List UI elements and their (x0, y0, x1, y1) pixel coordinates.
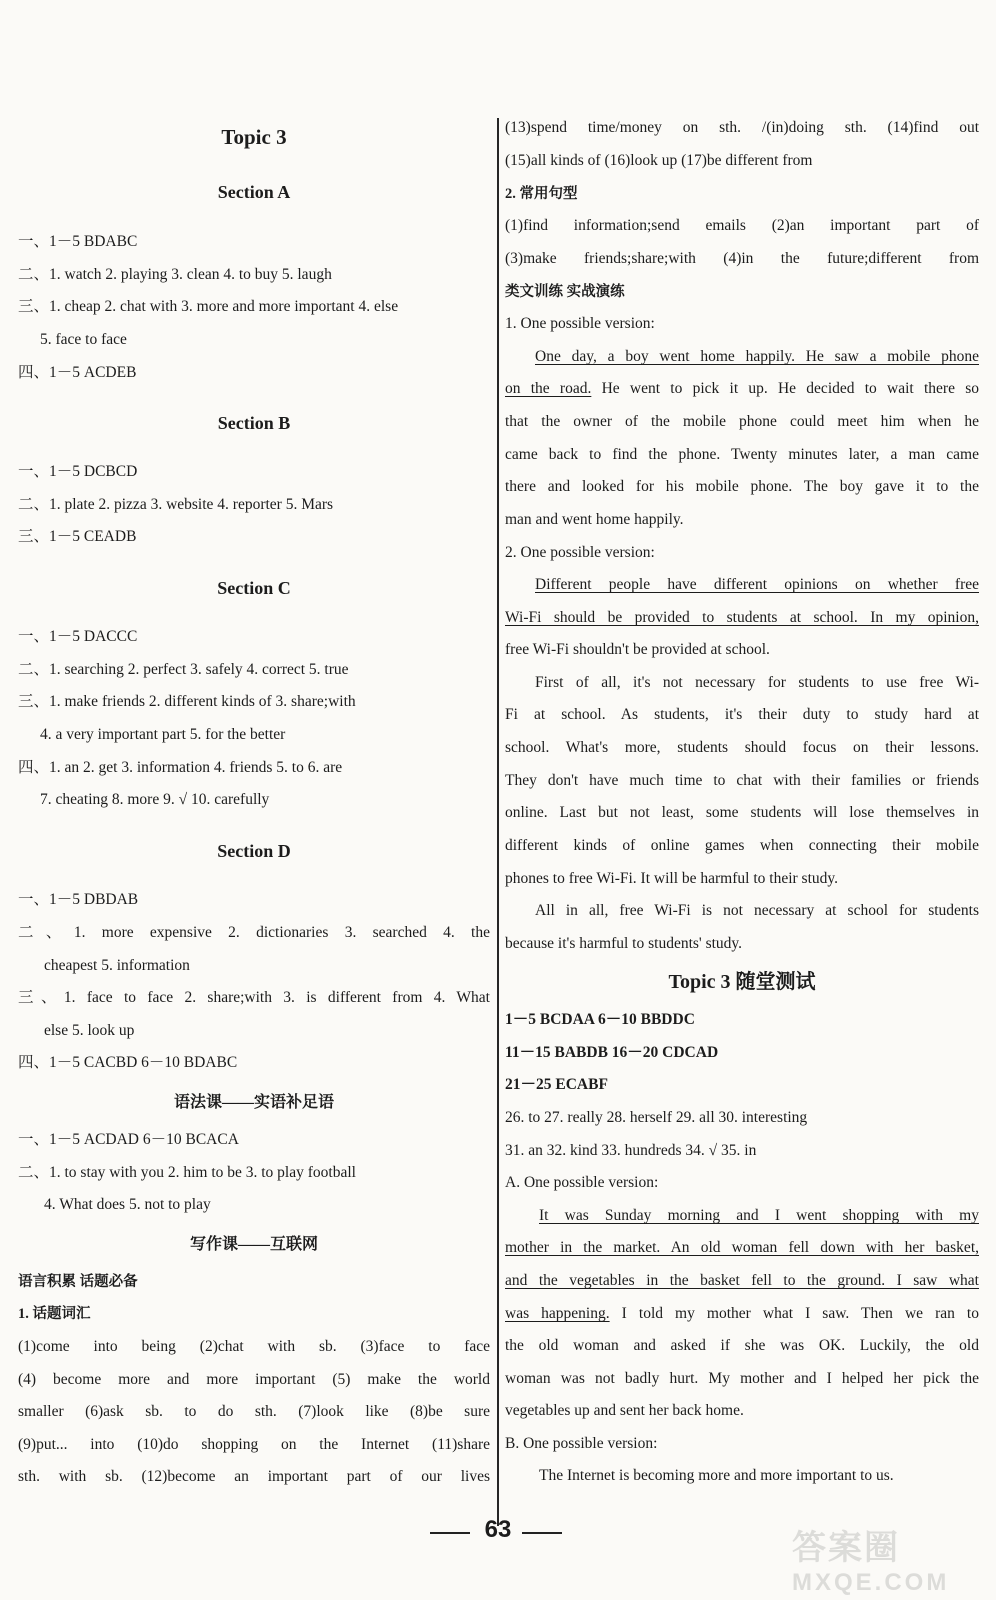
section-a-heading: Section A (217, 182, 291, 202)
essay2-label: 2. One possible version: (505, 544, 655, 561)
vocab-line: sth. with sb. (12)become an important part of our lives (18, 1468, 490, 1485)
answer-line: 四、1－5 ACDEB (18, 364, 137, 381)
answer-line: 一、1－5 DBDAB (18, 891, 139, 908)
essay2-line: phones to free Wi-Fi. It will be harmful to their study. (505, 870, 838, 887)
section-d-heading: Section D (217, 841, 291, 861)
grammar-heading: 语法课——实语补足语 (173, 1094, 334, 1111)
answer-line: 一、1－5 DCBCD (18, 463, 138, 480)
answer-line: 四、1－5 CACBD 6－10 BDABC (18, 1054, 238, 1071)
essay2-line: because it's harmful to students' study. (505, 935, 743, 952)
answer-line: else 5. look up (44, 1022, 135, 1039)
answer-line: cheapest 5. information (44, 957, 190, 974)
test-title: Topic 3 随堂测试 (668, 971, 816, 993)
essay2-line: free Wi-Fi shouldn't be provided at school. (505, 641, 770, 658)
answer-line: 四、1. an 2. get 3. information 4. friends 5. to 6. are (18, 759, 343, 776)
essay1-label: 1. One possible version: (505, 315, 655, 332)
page-number: 63 (484, 1516, 512, 1543)
answer-line: 一、1－5 ACDAD 6－10 BCACA (18, 1131, 239, 1148)
essayA-line: vegetables up and sent her back home. (505, 1402, 744, 1419)
essay2-underlined: Wi-Fi should be provided to students at school. In my opinion, (505, 609, 979, 626)
essayA-underlined: was happening. (505, 1305, 610, 1322)
answer-line: 三、1. cheap 2. chat with 3. more and more important 4. else (18, 298, 399, 315)
essayA-line: the old woman and asked if she was OK. Luckily, the old (505, 1337, 979, 1354)
answer-line: 二、1. more expensive 2. dictionaries 3. searched 4. the (18, 924, 490, 941)
essay2-line: They don't have much time to chat with their families or friends (505, 772, 979, 789)
test-line: 11－15 BABDB 16－20 CDCAD (505, 1044, 719, 1061)
answer-line: 7. cheating 8. more 9. √ 10. carefully (40, 791, 270, 808)
sentence-line: (3)make friends;share;with (4)in the future;different from (505, 250, 979, 267)
essayA-text: I told my mother what I saw. Then we ran to (609, 1305, 979, 1322)
footer-rule-right (522, 1532, 562, 1534)
answer-line: 三、1. face to face 2. share;with 3. is different from 4. What (18, 989, 490, 1006)
vocab-line: (1)come into being (2)chat with sb. (3)face to face (18, 1338, 490, 1355)
column-divider (497, 118, 499, 1526)
essay1-line: that the owner of the mobile phone could meet him when he (505, 413, 979, 430)
answer-line: 三、1－5 CEADB (18, 528, 137, 545)
essay2-underlined: Different people have different opinions on whether free (535, 576, 979, 593)
answer-line: 二、1. searching 2. perfect 3. safely 4. correct 5. true (18, 661, 349, 678)
writing-heading: 写作课——互联网 (189, 1236, 318, 1253)
answer-line: 二、1. to stay with you 2. him to be 3. to play football (18, 1164, 356, 1181)
sentences-label: 2. 常用句型 (505, 186, 578, 202)
essay1-line: came back to find the phone. Twenty minutes later, a man came (505, 446, 979, 463)
essayA-line (505, 1304, 979, 1324)
essay1-text: He went to pick it up. He decided to wait there so (591, 380, 979, 397)
sentence-line: (1)find information;send emails (2)an important part of (505, 217, 979, 234)
vocab-line: (4) become more and more important (5) make the world (18, 1371, 490, 1388)
essay2-line: First of all, it's not necessary for students to use free Wi- (535, 674, 979, 691)
test-line: 31. an 32. kind 33. hundreds 34. √ 35. in (505, 1142, 757, 1159)
essay1-line: man and went home happily. (505, 511, 684, 528)
answer-line: 一、1－5 BDABC (18, 233, 138, 250)
essayA-label: A. One possible version: (505, 1174, 659, 1191)
essayA-line: woman was not badly hurt. My mother and I helped her pick the (505, 1370, 979, 1387)
answer-line: 5. face to face (40, 331, 127, 348)
answer-line: 二、1. plate 2. pizza 3. website 4. reporter 5. Mars (18, 496, 334, 513)
answer-line: 4. a very important part 5. for the better (40, 726, 286, 743)
section-c-heading: Section C (217, 578, 291, 598)
vocab-line: (15)all kinds of (16)look up (17)be different from (505, 152, 813, 169)
writing-subheading: 语言积累 话题必备 (18, 1274, 138, 1290)
vocab-line: (13)spend time/money on sth. /(in)doing sth. (14)find out (505, 119, 979, 136)
practice-label: 类文训练 实战演练 (505, 284, 625, 300)
test-line: 21－25 ECABF (505, 1076, 608, 1093)
answer-line: 一、1－5 DACCC (18, 628, 138, 645)
essay2-line: online. Last but not least, some students will lose themselves in (505, 804, 979, 821)
essay2-line: school. What's more, students should focus on their lessons. (505, 739, 979, 756)
answer-line: 4. What does 5. not to play (44, 1196, 211, 1213)
essay1-line: there and looked for his mobile phone. The boy gave it to the (505, 478, 979, 495)
essayA-underlined: mother in the market. An old woman fell down with her basket, (505, 1239, 979, 1256)
essay1-underlined: on the road. (505, 380, 592, 397)
vocab-line: smaller (6)ask sb. to do sth. (7)look like (8)be sure (18, 1403, 490, 1420)
test-line: 1－5 BCDAA 6－10 BBDDC (505, 1011, 695, 1028)
section-b-heading: Section B (217, 413, 291, 433)
vocab-label: 1. 话题词汇 (18, 1306, 91, 1322)
answer-line: 二、1. watch 2. playing 3. clean 4. to buy 5. laugh (18, 266, 332, 283)
topic-title: Topic 3 (221, 125, 287, 149)
essay1-underlined: One day, a boy went home happily. He saw a mobile phone (535, 348, 979, 365)
essay2-line: All in all, free Wi-Fi is not necessary at school for students (535, 902, 979, 919)
watermark-logo: 答案圈 MXQE.COM (792, 1529, 950, 1596)
essay1-line (505, 379, 979, 399)
essayA-underlined: and the vegetables in the basket fell to the ground. I saw what (505, 1272, 979, 1289)
vocab-line: (9)put... into (10)do shopping on the Internet (11)share (18, 1436, 490, 1453)
essay2-line: Fi at school. As students, it's their duty to study hard at (505, 706, 979, 723)
essayA-underlined: It was Sunday morning and I went shopping with my (539, 1207, 979, 1224)
answer-line: 三、1. make friends 2. different kinds of 3. share;with (18, 693, 356, 710)
essayB-line: The Internet is becoming more and more important to us. (539, 1467, 894, 1484)
test-line: 26. to 27. really 28. herself 29. all 30. interesting (505, 1109, 808, 1126)
essayB-label: B. One possible version: (505, 1435, 658, 1452)
essay2-line: different kinds of online games when connecting their mobile (505, 837, 979, 854)
